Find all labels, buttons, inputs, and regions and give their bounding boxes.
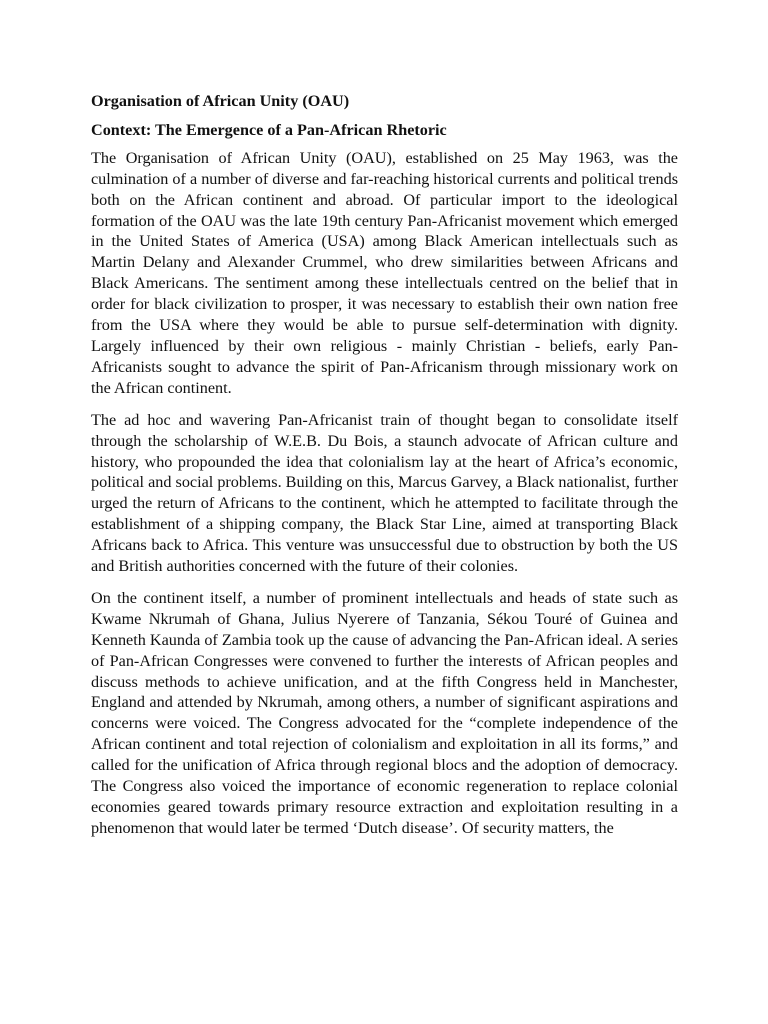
paragraph-3: On the continent itself, a number of prominent intellectuals and heads of state such as Kwame Nkrumah of Ghana, Julius Nyerere of Tanzania, Sékou Touré of Guinea and Kenneth Kaunda of Zambia took up the cause of advancing the Pan-African ideal. A series of Pan-African Congresses were convened to further the interests of African peoples and discuss methods to achieve unification, and at the fifth Congress held in Manchester, England and attended by Nkrumah, among others, a number of significant aspirations and concerns were voiced. The Congress advocated for the “complete independence of the African continent and total rejection of colonialism and exploitation in all its forms,” and called for the unification of Africa through regional blocs and the adoption of democracy. The Congress also voiced the importance of economic regeneration to replace colonial economies geared towards primary resource extraction and exploitation resulting in a phenomenon that would later be termed ‘Dutch disease’. Of security matters, the	[91, 588, 678, 837]
document-page	[91, 91, 678, 850]
paragraph-2: The ad hoc and wavering Pan-Africanist train of thought began to consolidate itself through the scholarship of W.E.B. Du Bois, a staunch advocate of African culture and history, who propounded the idea that colonialism lay at the heart of Africa’s economic, political and social problems. Building on this, Marcus Garvey, a Black nationalist, further urged the return of Africans to the continent, which he attempted to facilitate through the establishment of a shipping company, the Black Star Line, aimed at transporting Black Africans back to Africa. This venture was unsuccessful due to obstruction by both the US and British authorities concerned with the future of their colonies.	[91, 410, 678, 576]
paragraph-1: The Organisation of African Unity (OAU), established on 25 May 1963, was the culmination of a number of diverse and far-reaching historical currents and political trends both on the African continent and abroad. Of particular import to the ideological formation of the OAU was the late 19th century Pan-Africanist movement which emerged in the United States of America (USA) among Black American intellectuals such as Martin Delany and Alexander Crummel, who drew similarities between Africans and Black Americans. The sentiment among these intellectuals centred on the belief that in order for black civilization to prosper, it was necessary to establish their own nation free from the USA where they would be able to pursue self-determination with dignity. Largely influenced by their own religious - mainly Christian - beliefs, early Pan-Africanists sought to advance the spirit of Pan-Africanism through missionary work on the African continent.	[91, 148, 678, 397]
document-title: Organisation of African Unity (OAU)	[91, 92, 350, 110]
section-heading: Context: The Emergence of a Pan-African Rhetoric	[91, 120, 447, 139]
